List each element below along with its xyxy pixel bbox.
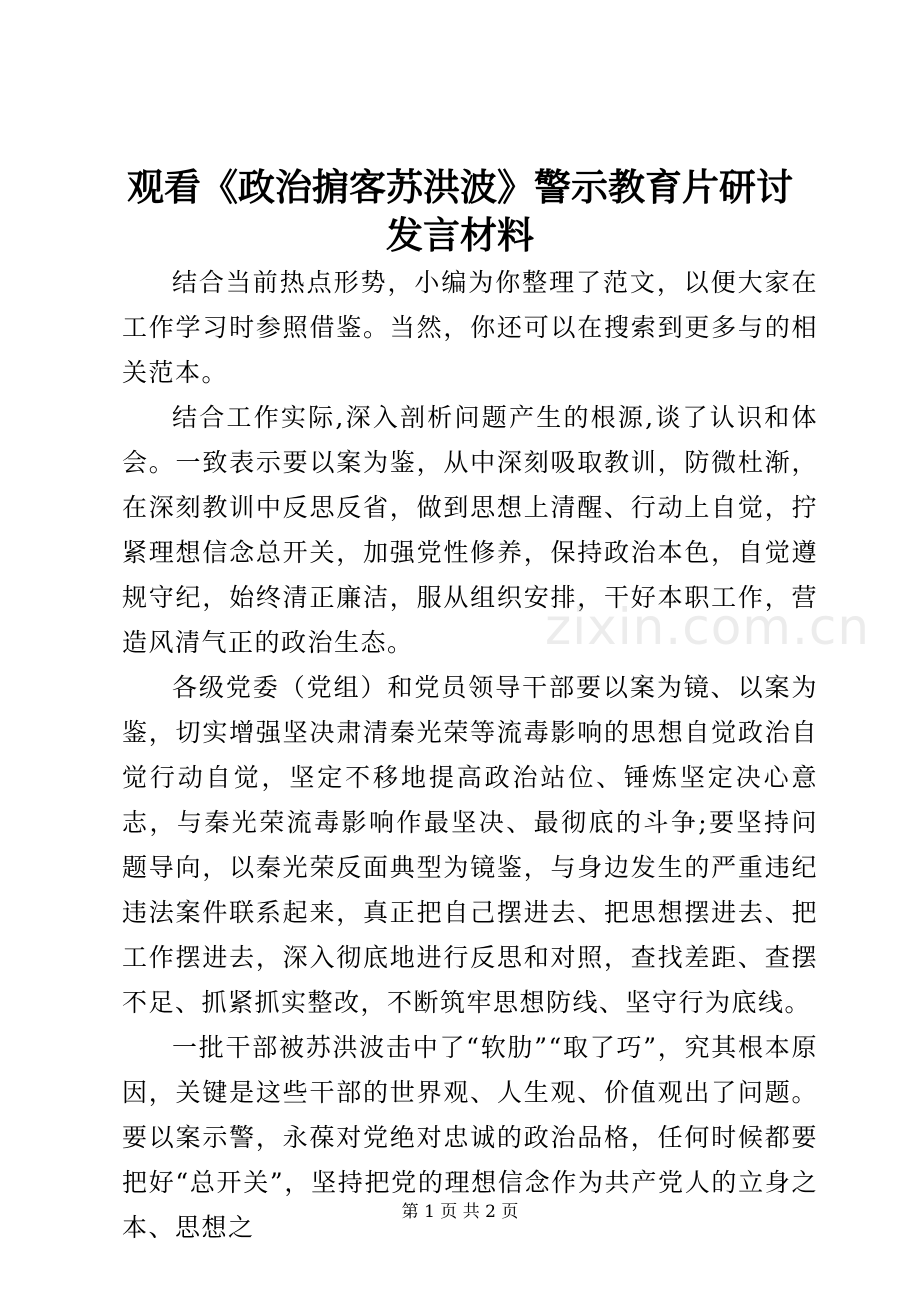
paragraph-reflection: 结合工作实际,深入剖析问题产生的根源,谈了认识和体会。一致表示要以案为鉴，从中深刻吸取教训，防微杜渐，在深刻教训中反思反省，做到思想上清醒、行动上自觉，拧紧理想信念总开关，加强党性修养，保持政治本色，自觉遵规守纪，始终清正廉洁，服从组织安排，干好本职工作，营造风清气正的政治生态。: [122, 403, 818, 657]
paragraph-cadres: 一批干部被苏洪波击中了“软肋”“取了巧”，究其根本原因，关键是这些干部的世界观、人生观、价值观出了问题。要以案示警，永葆对党绝对忠诚的政治品格，任何时候都要把好“总开关”，坚持把党的理想信念作为共产党人的立身之本、思想之: [122, 1033, 818, 1242]
document-body: [122, 260, 818, 1250]
document-title: 观看《政治掮客苏洪波》警示教育片研讨发言材料: [127, 165, 793, 257]
page-footer: 第 1 页 共 2 页: [401, 1202, 519, 1222]
paragraph-party-committees: 各级党委（党组）和党员领导干部要以案为镜、以案为鉴，切实增强坚决肃清秦光荣等流毒影响的思想自觉政治自觉行动自觉，坚定不移地提高政治站位、锤炼坚定决心意志，与秦光荣流毒影响作最坚决、最彻底的斗争;要坚持问题导向，以秦光荣反面典型为镜鉴，与身边发生的严重违纪违法案件联系起来，真正把自己摆进去、把思想摆进去、把工作摆进去，深入彻底地进行反思和对照，查找差距、查摆不足、抓紧抓实整改，不断筑牢思想防线、坚守行为底线。: [122, 673, 818, 1017]
watermark: zixin.com.cn: [545, 598, 871, 656]
paragraph-intro: 结合当前热点形势，小编为你整理了范文，以便大家在工作学习时参照借鉴。当然，你还可以在搜索到更多与的相关范本。: [122, 268, 818, 387]
